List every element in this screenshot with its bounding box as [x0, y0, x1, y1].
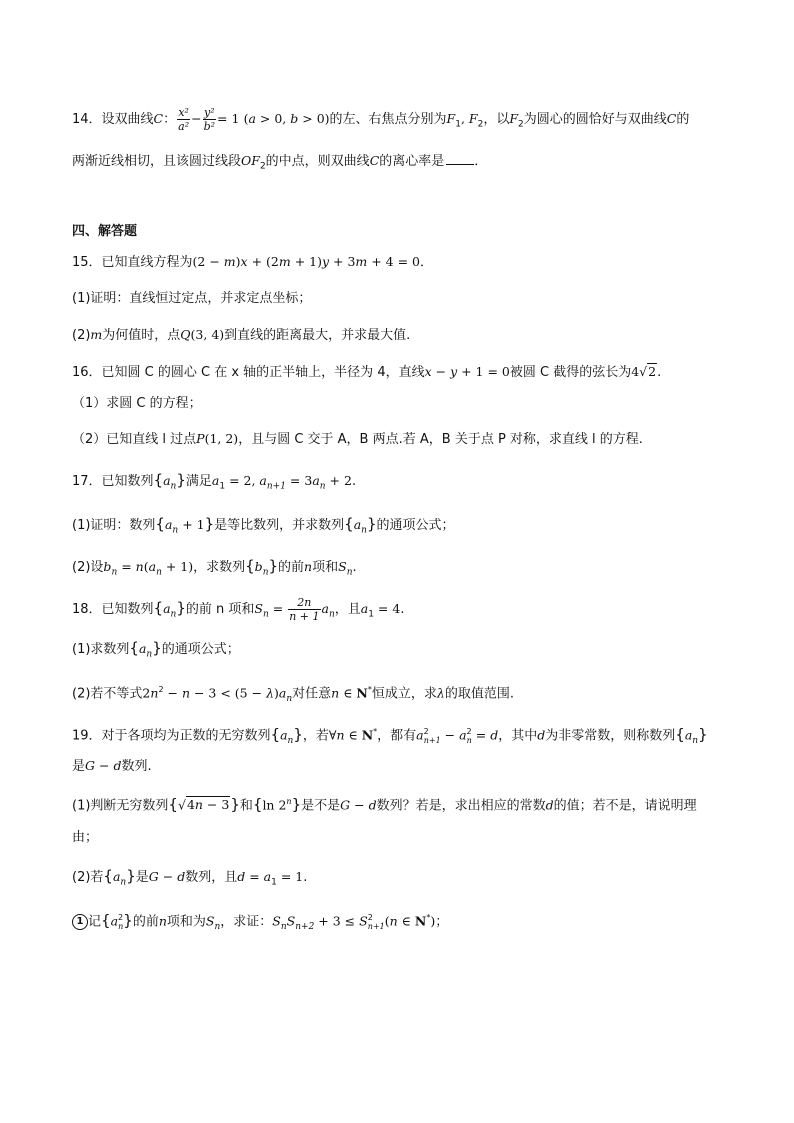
q17-part2: (2)设$b_n = n(a_n + 1)$，求数列$\{b_n\}$的前n项和$S_n$. [72, 557, 357, 578]
q19-part1-cont: 由； [72, 830, 99, 845]
q19-sub1: 1 记$\{a^2_n\}$的前n项和为$S_n$，求证：$S_nS_{n+2} + 3 \le S^2_{n+1}(n$ ∈ N*)； [72, 908, 448, 937]
section-heading: 四、解答题 [72, 224, 138, 239]
q16-stem: 16．已知圆 C 的圆心 C 在 x 轴的正半轴上，半径为 4，直线x − y + 1 = 0被圆 C 截得的弦长为4√2. [72, 364, 662, 380]
q15-part2: (2)m为何值时，点Q(3, 4)到直线的距离最大，并求最大值. [72, 327, 411, 343]
math: C [153, 111, 164, 126]
q19-stem: 19．对于各项均为正数的无穷数列$\{a_n\}$，若∀n ∈ N*，都有$a^2_{n+1} - a^2_n = d$，其中d为非零常数，则称数列$\{a_n\}$ [72, 725, 708, 746]
fraction: $\frac{2n}{n + 1}$ [289, 596, 320, 623]
circled-number: 1 [72, 914, 88, 930]
q15-part1: (1)证明：直线恒过定点，并求定点坐标； [72, 291, 312, 306]
q17-stem: 17．已知数列$\{a_n\}$满足$a_1 = 2$, $a_{n+1} = 3a_n + 2$. [72, 471, 357, 492]
q14-line1: 14．设双曲线C： $\frac{\text{x²}}{\text{a²}}$ − $\frac{\text{y²}}{\text{b²}}$ = 1 (a > 0, b > 0)的左、右焦点分别为$F_1$, $F_2$，以$F_2$为圆心的圆恰好与双曲线C的 [72, 106, 690, 133]
q16-part1: （1）求圆 C 的方程； [72, 396, 202, 411]
q18-stem: 18．已知数列$\{a_n\}$的前 n 项和$S_n$ = $\frac{2n}{n + 1}$ $a_n$，且$a_1 = 4$. [72, 596, 405, 623]
q14-line2: 两渐近线相切，且该圆过线段$OF_2$的中点，则双曲线C的离心率是 ． [72, 150, 487, 177]
q15-stem: 15．已知直线方程为(2 − m)x + (2m + 1)y + 3m + 4 = 0． [72, 254, 434, 270]
fraction: $\frac{\text{x²}}{\text{a²}}$ [178, 106, 190, 133]
q19-part1: (1)判断无穷数列{√4n − 3}和{ln 2$^n$}是不是G − d数列？若是，求出相应的常数d的值；若不是，请说明理 [72, 795, 697, 814]
q18-part1: (1)求数列$\{a_n\}$的通项公式； [72, 639, 240, 660]
q18-part2: (2)若不等式$2n^2 - n - 3 < (5 - \lambda)a_n$对任意n ∈ N*恒成立，求λ的取值范围. [72, 685, 514, 704]
q17-part1: (1)证明：数列$\{a_n + 1\}$是等比数列，并求数列$\{a_n\}$的通项公式； [72, 515, 455, 536]
q16-part2: （2）已知直线 l 过点P(1, 2)，且与圆 C 交于 A，B 两点.若 A，B 关于点 P 对称，求直线 l 的方程. [72, 431, 643, 447]
q19-part2: (2)若$\{a_n\}$是G − d数列，且$d = a_1 = 1$. [72, 867, 308, 888]
fraction: $\frac{\text{y²}}{\text{b²}}$ [203, 106, 216, 133]
answer-blank [446, 150, 474, 165]
q19-stem-line2: 是G − d数列. [72, 758, 152, 774]
